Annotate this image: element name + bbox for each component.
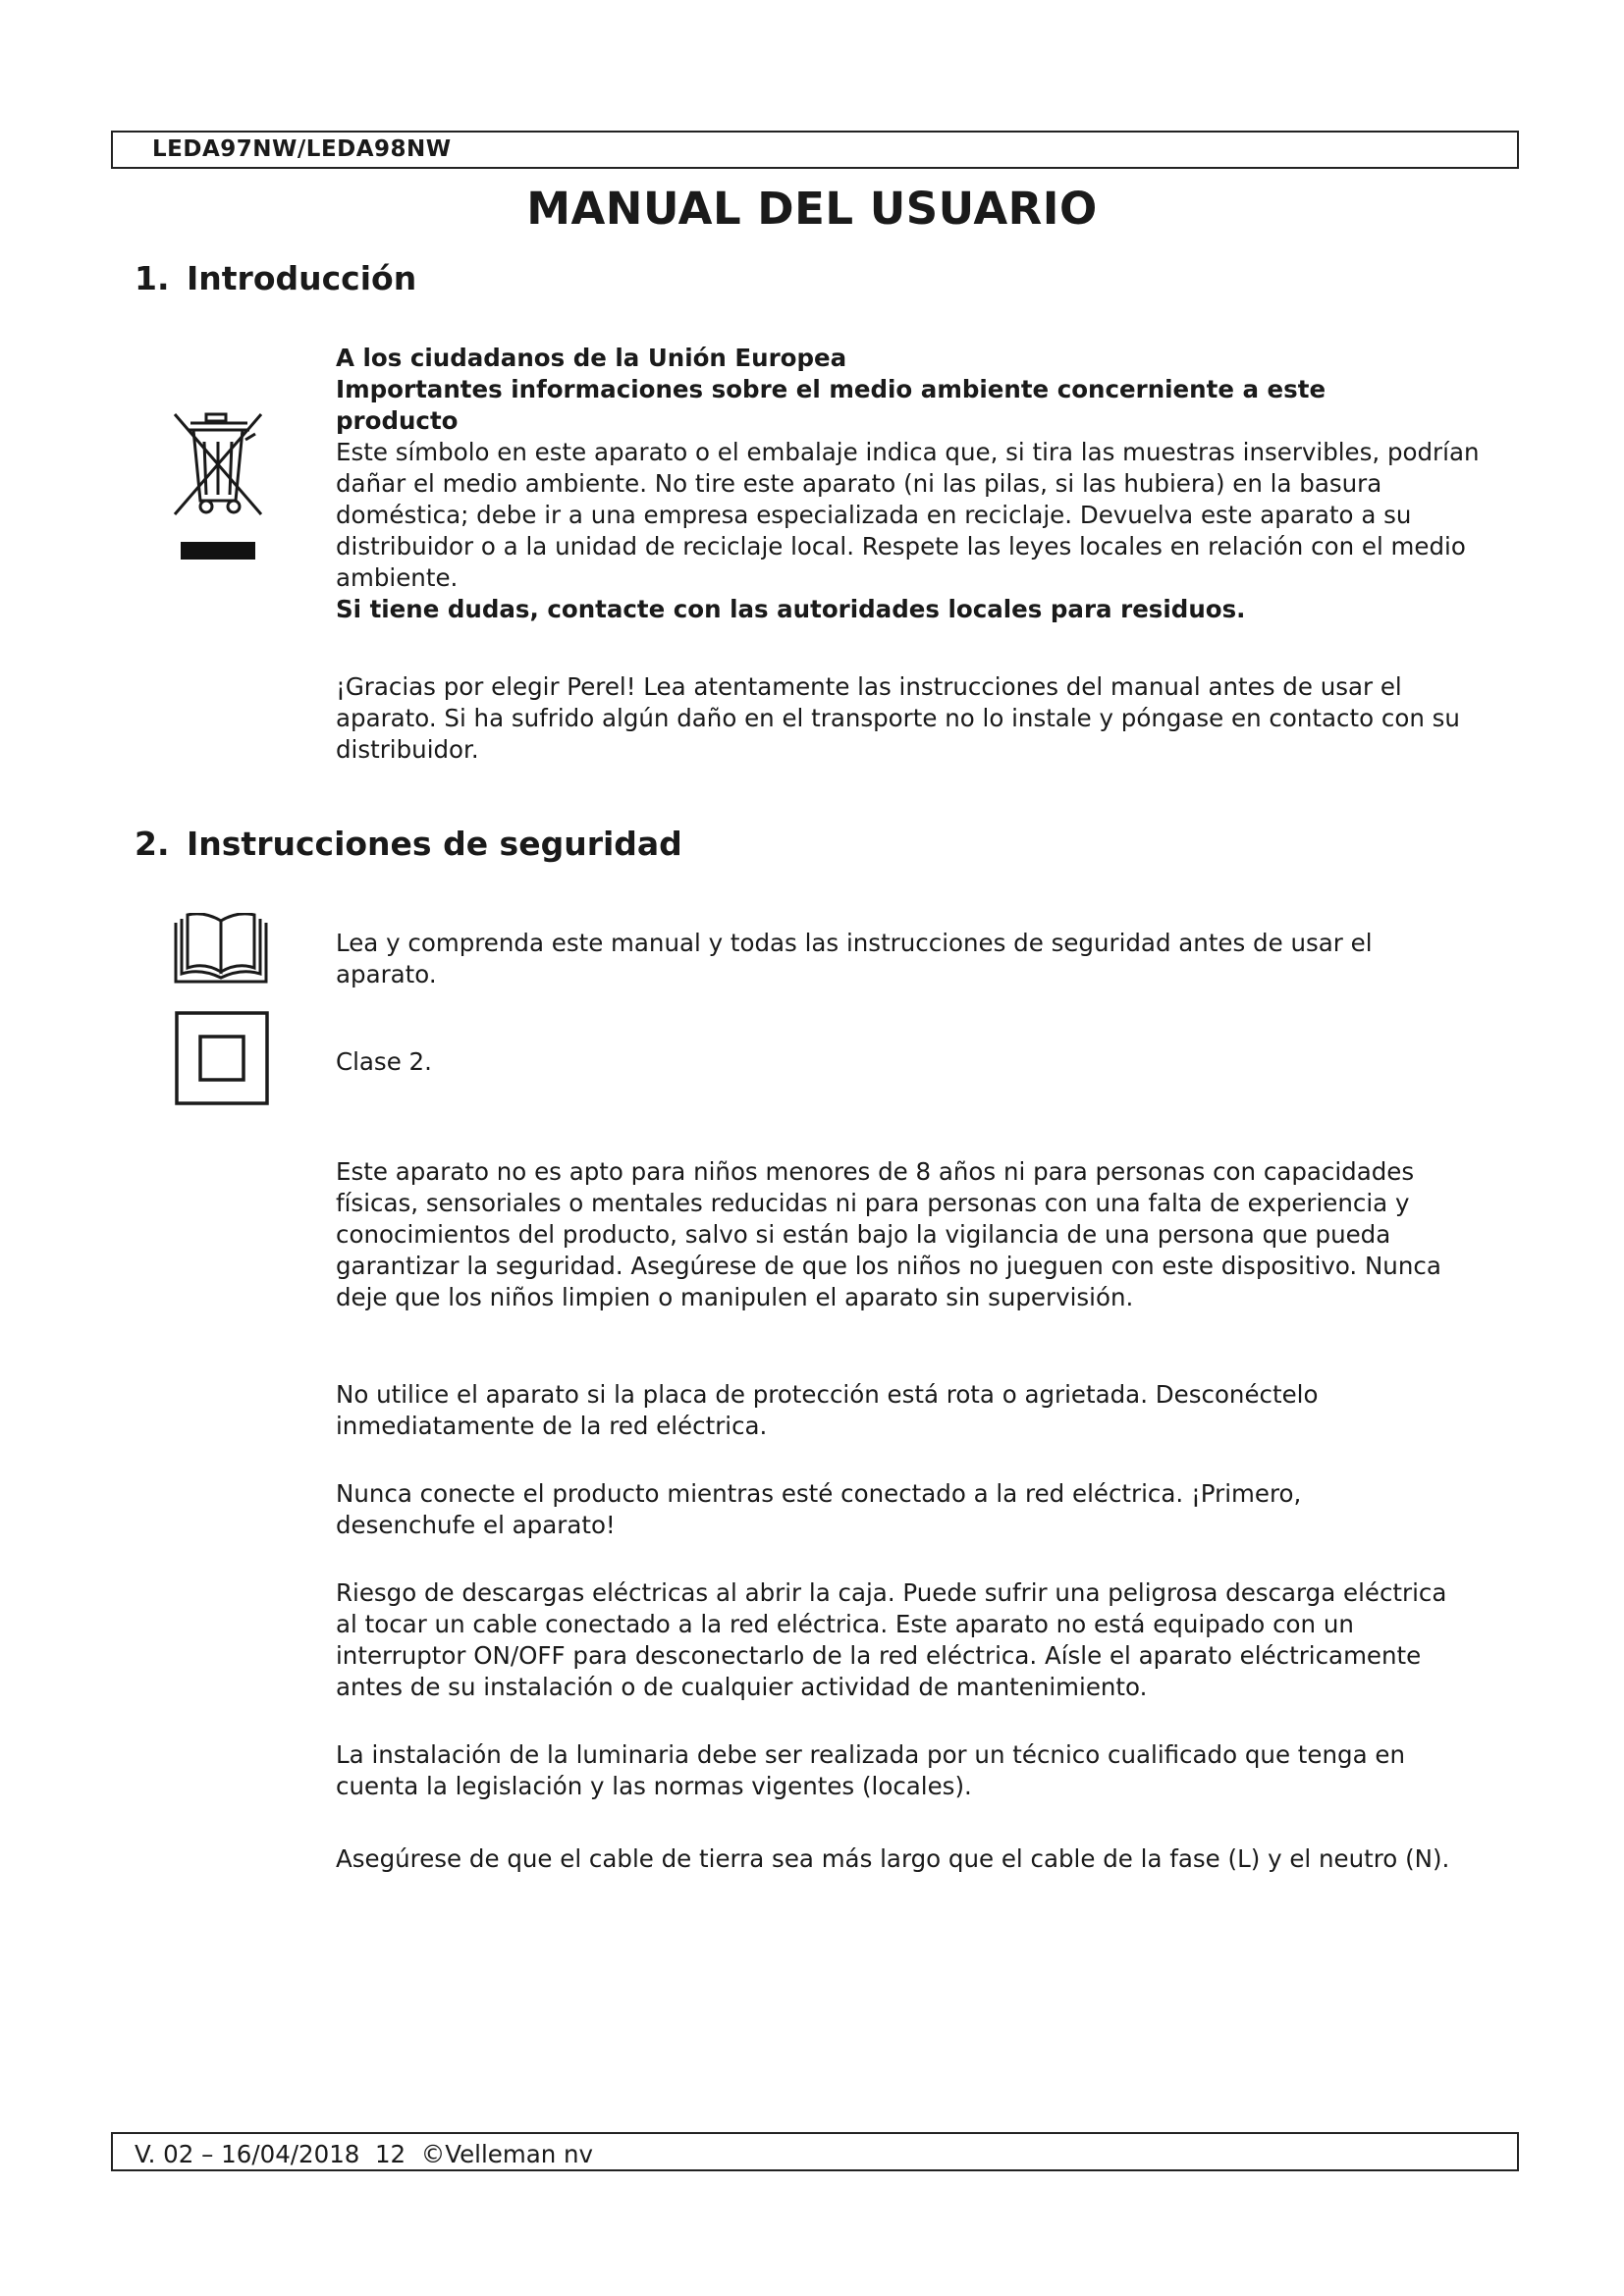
safety-paragraph: Nunca conecte el producto mientras esté conectado a la red eléctrica. ¡Primero, desenchufe el aparato! xyxy=(336,1479,1302,1539)
safety-paragraph: No utilice el aparato si la placa de protección está rota o agrietada. Desconéctelo inmediatamente de la red eléctrica. xyxy=(336,1380,1319,1440)
section-heading-seguridad xyxy=(135,825,682,863)
class-2-icon xyxy=(175,1011,269,1105)
safety-paragraph: Asegúrese de que el cable de tierra sea más largo que el cable de la fase (L) y el neutro (N). xyxy=(336,1844,1450,1873)
eu-notice-title: A los ciudadanos de la Unión Europea xyxy=(336,344,847,372)
section-title: Introducción xyxy=(187,259,417,297)
safety-paragraph: La instalación de la luminaria debe ser realizada por un técnico cualificado que tenga en cuenta la legislación y las normas vigentes (locales). xyxy=(336,1740,1405,1800)
section-heading-introduccion xyxy=(135,259,416,297)
class-2-text: Clase 2. xyxy=(336,1047,432,1076)
read-manual-icon xyxy=(173,913,269,988)
eu-notice-subtitle: Importantes informaciones sobre el medio ambiente concerniente a este producto xyxy=(336,375,1326,435)
safety-paragraph: Riesgo de descargas eléctricas al abrir la caja. Puede sufrir una peligrosa descarga eléctrica al tocar un cable conectado a la red eléctrica. Este aparato no está equipado con un interruptor ON/OFF para desconectarlo de la red eléctrica. Aísle el aparato eléctricamente antes de su instalación o de cualquier actividad de mantenimiento. xyxy=(336,1578,1447,1701)
document-title: MANUAL DEL USUARIO xyxy=(526,183,1098,235)
section-number: 1. xyxy=(135,259,170,297)
section-title: Instrucciones de seguridad xyxy=(187,825,682,863)
safety-paragraph: Este aparato no es apto para niños menores de 8 años ni para personas con capacidades físicas, sensoriales o mentales reducidas ni para personas con una falta de experiencia y conocimientos del producto, salvo si están bajo la vigilancia de una persona que pueda garantizar la seguridad. Asegúrese de que los niños no jueguen con este dispositivo. Nunca deje que los niños limpien o manipulen el aparato sin supervisión. xyxy=(336,1157,1441,1311)
thanks-paragraph: ¡Gracias por elegir Perel! Lea atentamente las instrucciones del manual antes de usar el aparato. Si ha sufrido algún daño en el transporte no lo instale y póngase en contacto con su distribuidor. xyxy=(336,672,1460,764)
eu-notice-closing: Si tiene dudas, contacte con las autoridades locales para residuos. xyxy=(336,595,1246,623)
document-footer xyxy=(111,2132,1519,2171)
section-number: 2. xyxy=(135,825,170,863)
read-manual-text: Lea y comprenda este manual y todas las instrucciones de seguridad antes de usar el aparato. xyxy=(336,929,1373,988)
model-number: LEDA97NW/LEDA98NW xyxy=(152,136,452,162)
crossed-out-bin-icon xyxy=(167,410,269,563)
footer-text: V. 02 – 16/04/2018 12 ©Velleman nv xyxy=(135,2140,594,2168)
document-header xyxy=(111,131,1519,169)
eu-notice-body: Este símbolo en este aparato o el embalaje indica que, si tira las muestras inservibles, podrían dañar el medio ambiente. No tire este aparato (ni las pilas, si las hubiera) en la basura doméstica; debe ir a una empresa especializada en reciclaje. Devuelva este aparato a su distribuidor o a la unidad de reciclaje local. Respete las leyes locales en relación con el medio ambiente. xyxy=(336,438,1480,592)
